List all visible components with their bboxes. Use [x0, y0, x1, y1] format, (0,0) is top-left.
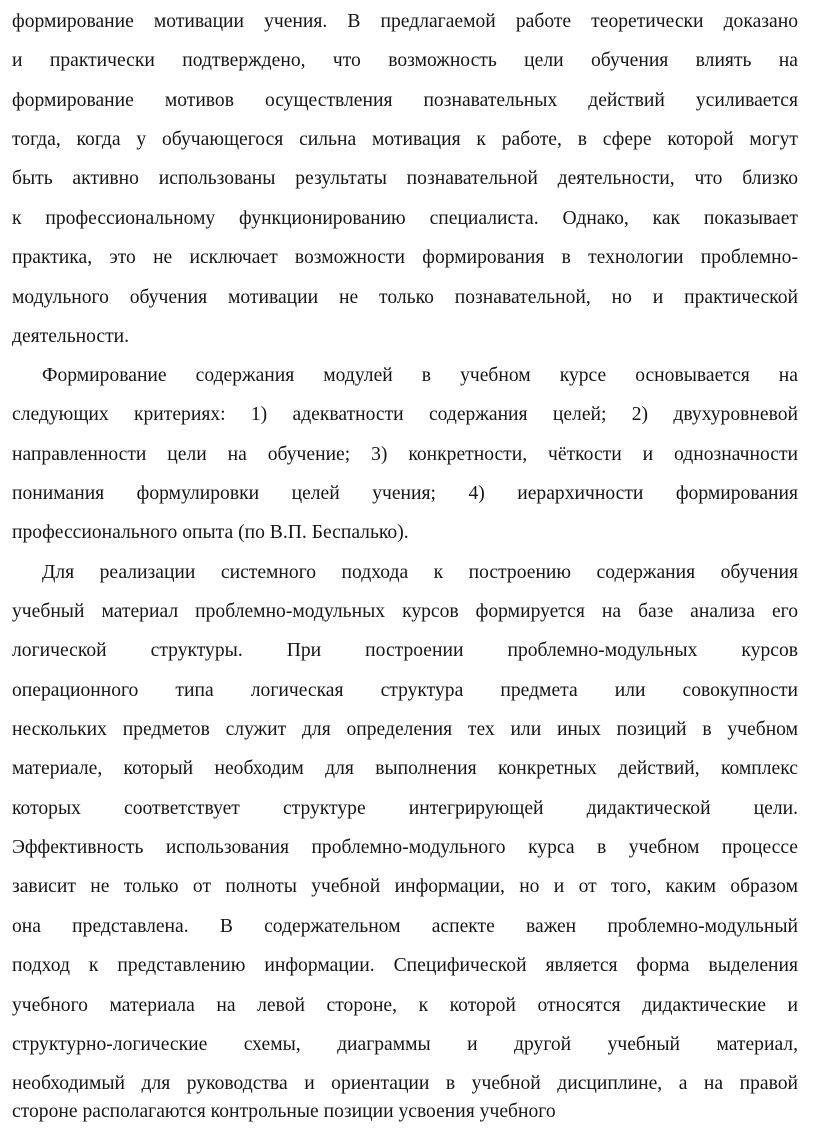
text-line-29: стороне располагаются контрольные позиции усвоения учебного [12, 1101, 556, 1122]
text-line-15: Для реализации системного подхода к построению содержания обучения [42, 562, 798, 583]
text-line-18: операционного типа логическая структура предмета или совокупности [12, 680, 798, 701]
text-line-27: структурно-логические схемы, диаграммы и другой учебный материал, [12, 1034, 798, 1055]
text-line-8: модульного обучения мотивации не только познавательной, но и практической [12, 287, 798, 308]
text-line-1: формирование мотивации учения. В предлагаемой работе теоретически доказано [12, 11, 798, 32]
text-line-14: профессионального опыта (по В.П. Беспалько). [12, 522, 409, 543]
text-line-21: которых соответствует структуре интегрирующей дидактической цели. [12, 798, 798, 819]
text-line-20: материале, который необходим для выполнения конкретных действий, комплекс [12, 758, 798, 779]
text-line-7: практика, это не исключает возможности формирования в технологии проблемно- [12, 247, 798, 268]
text-line-26: учебного материала на левой стороне, к которой относятся дидактические и [12, 995, 798, 1016]
text-line-10: Формирование содержания модулей в учебном курсе основывается на [42, 365, 798, 386]
text-line-12: направленности цели на обучение; 3) конкретности, чёткости и однозначности [12, 444, 798, 465]
text-line-28: необходимый для руководства и ориентации в учебной дисциплине, а на правой [12, 1073, 798, 1094]
text-line-16: учебный материал проблемно-модульных курсов формируется на базе анализа его [12, 601, 798, 622]
text-line-13: понимания формулировки целей учения; 4) иерархичности формирования [12, 483, 798, 504]
text-line-9: деятельности. [12, 326, 130, 347]
text-line-19: нескольких предметов служит для определения тех или иных позиций в учебном [12, 719, 798, 740]
text-line-4: тогда, когда у обучающегося сильна мотивация к работе, в сфере которой могут [12, 129, 798, 150]
text-line-3: формирование мотивов осуществления познавательных действий усиливается [12, 90, 798, 111]
text-line-11: следующих критериях: 1) адекватности содержания целей; 2) двухуровневой [12, 404, 798, 425]
text-line-2: и практически подтверждено, что возможность цели обучения влиять на [12, 50, 798, 71]
text-line-25: подход к представлению информации. Специфической является форма выделения [12, 955, 798, 976]
text-line-17: логической структуры. При построении проблемно-модульных курсов [12, 640, 798, 661]
text-line-22: Эффективность использования проблемно-модульного курса в учебном процессе [12, 837, 798, 858]
text-line-5: быть активно использованы результаты познавательной деятельности, что близко [12, 168, 798, 189]
text-line-24: она представлена. В содержательном аспекте важен проблемно-модульный [12, 916, 798, 937]
text-line-6: к профессиональному функционированию специалиста. Однако, как показывает [12, 208, 798, 229]
text-line-23: зависит не только от полноты учебной информации, но и от того, каким образом [12, 876, 798, 897]
